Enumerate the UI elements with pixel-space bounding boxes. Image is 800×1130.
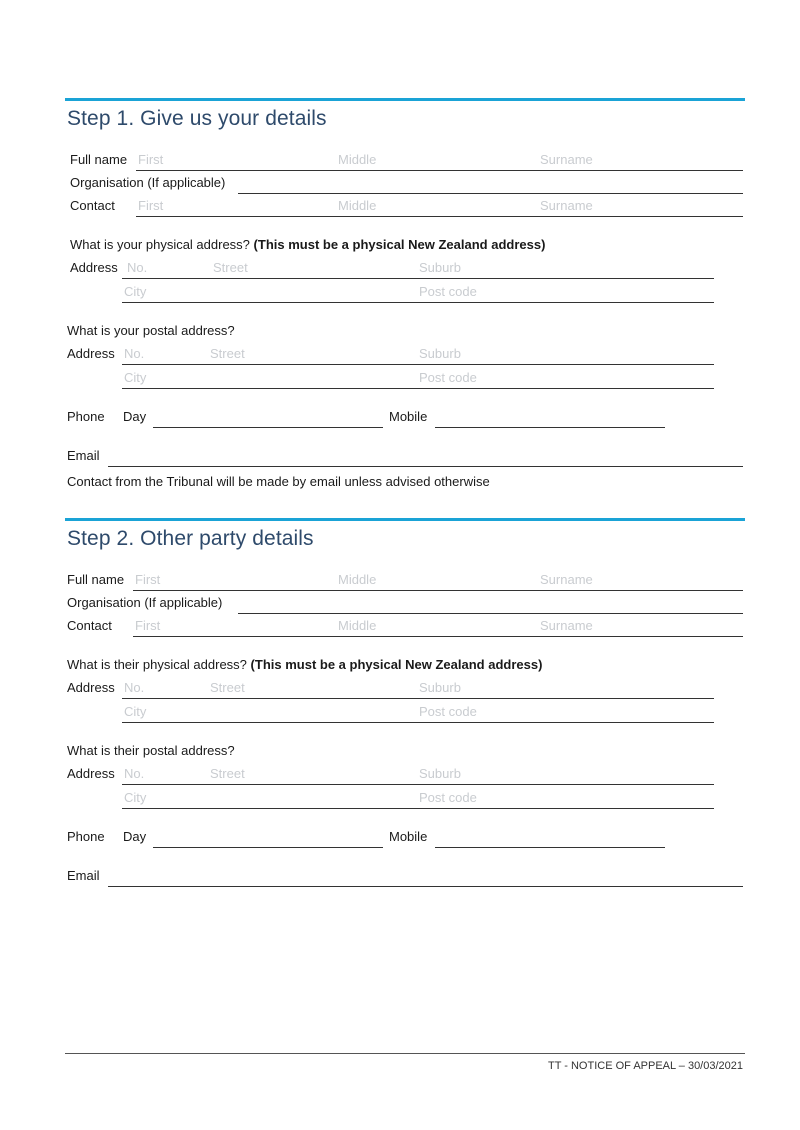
step1-postal-address-question: What is your postal address? <box>67 323 235 338</box>
step2-day-phone-field[interactable] <box>153 847 383 848</box>
step1-physical-street-placeholder: Street <box>213 260 248 275</box>
step2-physical-address-label: Address <box>67 680 115 695</box>
step1-postal-street-placeholder: Street <box>210 346 245 361</box>
step1-full-name-first-placeholder: First <box>138 152 164 167</box>
step1-full-name-label: Full name <box>70 152 128 167</box>
step1-physical-address-line1-field[interactable] <box>122 278 714 279</box>
step1-physical-address-label: Address <box>70 260 118 275</box>
step1-phone-label: Phone <box>67 409 105 424</box>
step1-postal-address-line1-field[interactable] <box>122 364 714 365</box>
step2-full-name-middle-placeholder: Middle <box>338 572 377 587</box>
step2-contact-label: Contact <box>67 618 112 633</box>
step1-postal-address-label: Address <box>67 346 115 361</box>
step2-full-name-surname-placeholder: Surname <box>540 572 593 587</box>
footer-document-code: TT - NOTICE OF APPEAL – 30/03/2021 <box>547 1060 743 1072</box>
step2-physical-suburb-placeholder: Suburb <box>419 680 461 695</box>
step2-top-rule <box>65 518 745 521</box>
step1-contact-label: Contact <box>70 198 115 213</box>
footer-rule <box>65 1053 745 1054</box>
step2-physical-no-placeholder: No. <box>124 680 145 695</box>
step2-contact-first-placeholder: First <box>135 618 161 633</box>
step1-physical-address-question <box>70 237 545 252</box>
step2-postal-address-line2-field[interactable] <box>122 808 714 809</box>
step1-top-rule <box>65 98 745 101</box>
step2-postal-address-label: Address <box>67 766 115 781</box>
step2-mobile-field[interactable] <box>435 847 665 848</box>
step2-physical-question-text: What is their physical address? <box>67 657 247 672</box>
step1-postal-no-placeholder: No. <box>124 346 145 361</box>
step2-contact-surname-placeholder: Surname <box>540 618 593 633</box>
step2-physical-address-line1-field[interactable] <box>122 698 714 699</box>
step1-organisation-label: Organisation (If applicable) <box>70 175 226 190</box>
step2-physical-address-note: (This must be a physical New Zealand address) <box>250 657 543 672</box>
step1-physical-no-placeholder: No. <box>127 260 148 275</box>
step1-organisation-field[interactable] <box>238 193 743 194</box>
step1-contact-note: Contact from the Tribunal will be made by email unless advised otherwise <box>67 474 490 489</box>
step2-postal-suburb-placeholder: Suburb <box>419 766 461 781</box>
step2-day-label: Day <box>123 829 147 844</box>
step2-full-name-field[interactable] <box>133 590 743 591</box>
step2-physical-postcode-placeholder: Post code <box>419 704 477 719</box>
step1-physical-question-text: What is your physical address? <box>70 237 250 252</box>
step2-physical-address-question <box>67 657 542 672</box>
step1-physical-postcode-placeholder: Post code <box>419 284 477 299</box>
step1-mobile-label: Mobile <box>389 409 428 424</box>
step2-postal-street-placeholder: Street <box>210 766 245 781</box>
step2-email-field[interactable] <box>108 886 743 887</box>
step1-email-field[interactable] <box>108 466 743 467</box>
step2-phone-label: Phone <box>67 829 105 844</box>
step1-physical-address-line2-field[interactable] <box>122 302 714 303</box>
step2-contact-middle-placeholder: Middle <box>338 618 377 633</box>
step1-contact-field[interactable] <box>136 216 743 217</box>
step1-mobile-field[interactable] <box>435 427 665 428</box>
step1-full-name-surname-placeholder: Surname <box>540 152 593 167</box>
step2-heading: Step 2. Other party details <box>67 527 314 550</box>
step2-postal-address-question: What is their postal address? <box>67 743 235 758</box>
step1-contact-first-placeholder: First <box>138 198 164 213</box>
step1-day-label: Day <box>123 409 147 424</box>
step1-contact-middle-placeholder: Middle <box>338 198 377 213</box>
step1-postal-postcode-placeholder: Post code <box>419 370 477 385</box>
step2-full-name-first-placeholder: First <box>135 572 161 587</box>
step1-physical-suburb-placeholder: Suburb <box>419 260 461 275</box>
step2-postal-address-line1-field[interactable] <box>122 784 714 785</box>
step2-mobile-label: Mobile <box>389 829 428 844</box>
step2-postal-city-placeholder: City <box>124 790 147 805</box>
step2-organisation-label: Organisation (If applicable) <box>67 595 223 610</box>
step2-physical-address-line2-field[interactable] <box>122 722 714 723</box>
step2-full-name-label: Full name <box>67 572 125 587</box>
step2-contact-field[interactable] <box>133 636 743 637</box>
step1-full-name-middle-placeholder: Middle <box>338 152 377 167</box>
step1-heading: Step 1. Give us your details <box>67 107 327 130</box>
step1-email-label: Email <box>67 448 100 463</box>
step1-physical-city-placeholder: City <box>124 284 147 299</box>
step2-postal-postcode-placeholder: Post code <box>419 790 477 805</box>
step2-organisation-field[interactable] <box>238 613 743 614</box>
step1-postal-address-line2-field[interactable] <box>122 388 714 389</box>
step1-postal-city-placeholder: City <box>124 370 147 385</box>
step2-physical-street-placeholder: Street <box>210 680 245 695</box>
step2-physical-city-placeholder: City <box>124 704 147 719</box>
step2-postal-no-placeholder: No. <box>124 766 145 781</box>
step1-postal-suburb-placeholder: Suburb <box>419 346 461 361</box>
step1-physical-address-note: (This must be a physical New Zealand address) <box>253 237 546 252</box>
step1-day-phone-field[interactable] <box>153 427 383 428</box>
step1-contact-surname-placeholder: Surname <box>540 198 593 213</box>
step1-full-name-field[interactable] <box>136 170 743 171</box>
step2-email-label: Email <box>67 868 100 883</box>
